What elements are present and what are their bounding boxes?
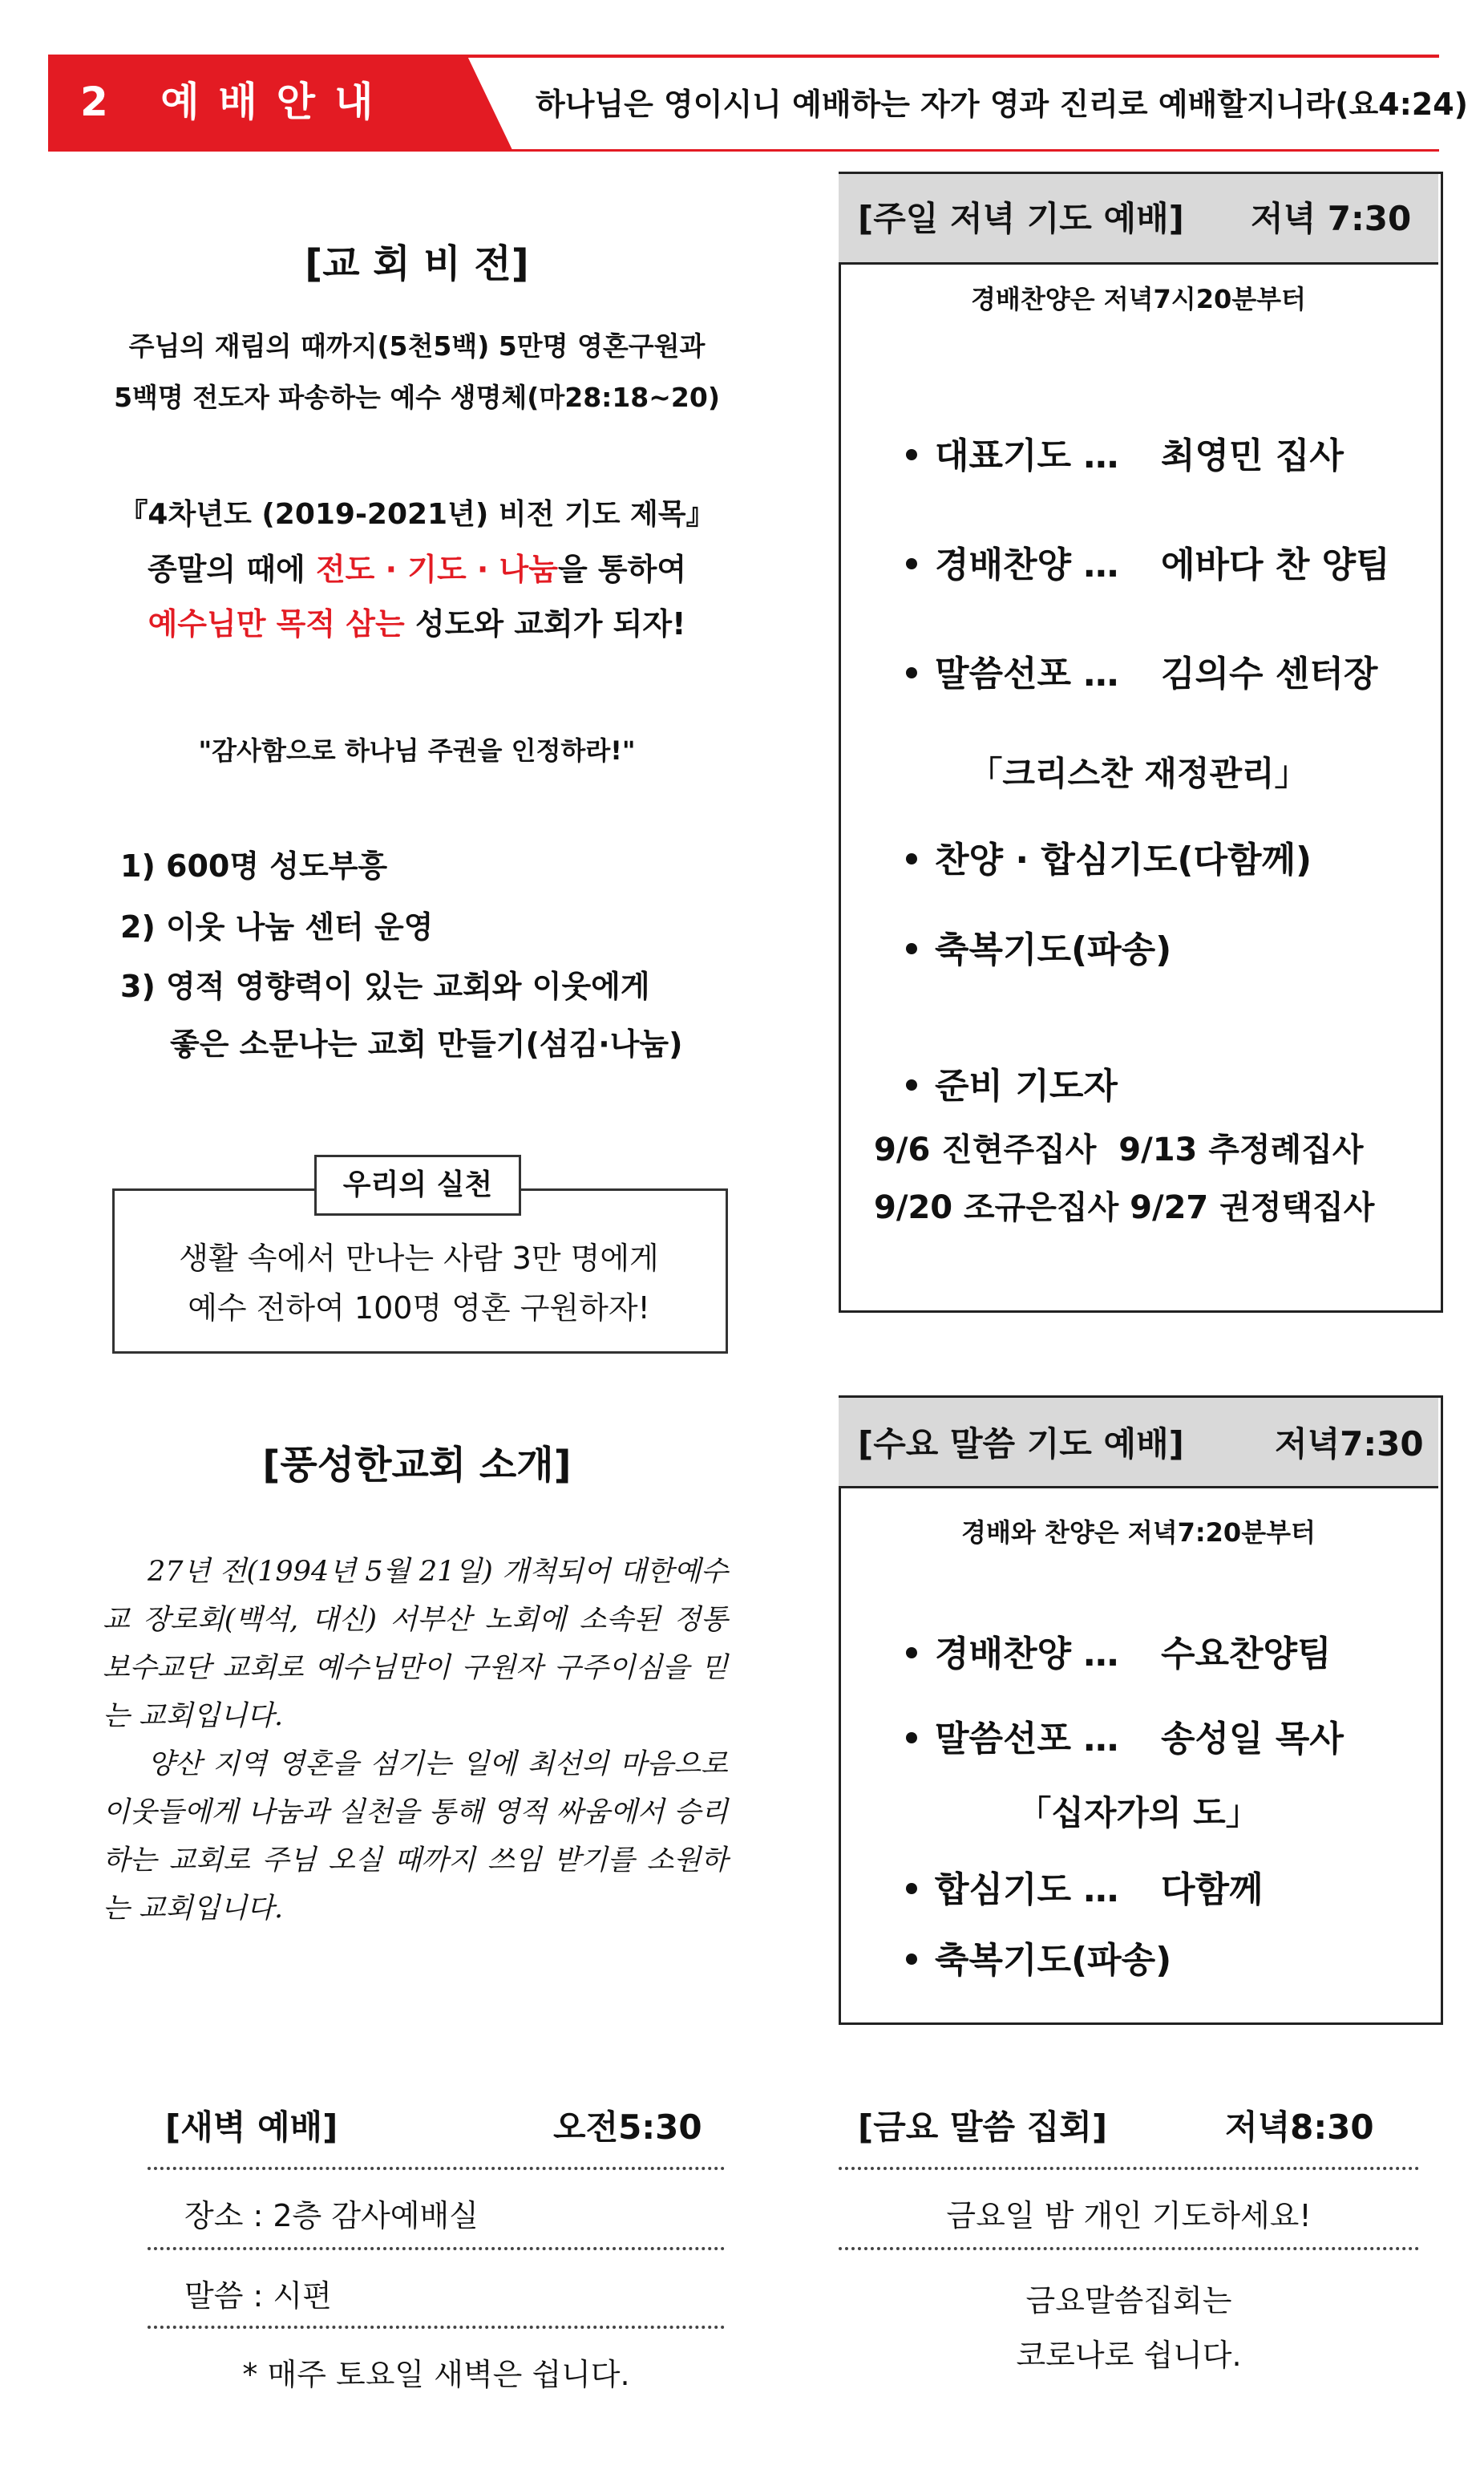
bullet-icon: [906, 853, 917, 864]
bullet-icon: [906, 943, 917, 954]
sunday-prep-line: 9/20 조규은집사 9/27 권정택집사: [874, 1189, 1375, 1226]
wednesday-note: 경배와 찬양은 저녁7:20분부터: [961, 1517, 1316, 1548]
vision-line-3-post: 을 통하여: [557, 552, 687, 587]
bullet-icon: [906, 1079, 917, 1091]
sunday-extra: [906, 921, 1171, 972]
intro-paragraph-1: 27년 전(1994년 5월 21일) 개척되어 대한예수교 장로회(백석, 대신) 서부산 노회에 소속된 정통 보수교단 교회로 예수님만이 구원자 구주이심을 믿는 교회입니다.: [103, 1556, 728, 1732]
sunday-note: 경배찬양은 저녁7시20분부터: [971, 284, 1306, 314]
sunday-sermon-title: 「크리스찬 재정관리」: [968, 754, 1308, 793]
sunday-item-name: 김의수 센터장: [1161, 654, 1378, 694]
sunday-item-role: 경배찬양 …: [935, 545, 1119, 585]
dawn-service-time: 오전5:30: [553, 2107, 702, 2147]
dawn-word: 말씀 : 시편: [184, 2278, 332, 2314]
practice-line-1: 생활 속에서 만나는 사람 3만 명에게: [179, 1241, 659, 1276]
friday-line-1: 금요일 밤 개인 기도하세요!: [946, 2198, 1312, 2233]
intro-body: [103, 1548, 728, 1933]
wednesday-item: [906, 1710, 1118, 1761]
wednesday-item-name: 다함께: [1161, 1869, 1264, 1910]
wednesday-extra: [906, 1931, 1171, 1982]
bullet-icon: [906, 1954, 917, 1965]
dawn-service-title: [새벽 예배]: [165, 2107, 338, 2147]
vision-line-4-highlight: 예수님만 목적 삼는: [148, 606, 405, 642]
bullet-icon: [906, 1647, 917, 1658]
friday-service-time: 저녁8:30: [1225, 2107, 1374, 2147]
sunday-item-name: 에바다 찬 양팀: [1161, 545, 1390, 585]
vision-line-3-pre: 종말의 때에: [147, 552, 316, 587]
dotted-divider: [839, 2247, 1419, 2250]
intro-paragraph-2: 양산 지역 영혼을 섬기는 일에 최선의 마음으로 이웃들에게 나눔과 실천을 통해 영적 싸움에서 승리하는 교회로 주님 오실 때까지 쓰임 받기를 소원하는 교회입니다.: [103, 1748, 728, 1925]
vision-quote: "감사함으로 하나님 주권을 인정하라!": [198, 735, 636, 766]
wednesday-item-role: 경배찬양 …: [935, 1634, 1119, 1674]
sunday-extra-text: 축복기도(파송): [935, 929, 1172, 970]
sunday-service-title: [주일 저녁 기도 예배]: [858, 199, 1184, 238]
dotted-divider: [148, 2167, 725, 2170]
friday-line-3: 코로나로 쉽니다.: [1016, 2338, 1242, 2373]
header-verse: 하나님은 영이시니 예배하는 자가 영과 진리로 예배할지니라(요4:24): [536, 87, 1469, 122]
vision-line-2: 5백명 전도자 파송하는 예수 생명체(마28:18~20): [114, 382, 720, 413]
vision-line-4-post: 성도와 교회가 되자!: [404, 606, 686, 642]
dawn-note: * 매주 토요일 새벽은 쉽니다.: [242, 2357, 630, 2392]
wednesday-item: [906, 1860, 1118, 1912]
goal-item: 2) 이웃 나눔 센터 운영: [120, 909, 434, 945]
intro-title: [풍성한교회 소개]: [262, 1443, 572, 1488]
wednesday-service-time: 저녁7:30: [1275, 1424, 1424, 1464]
wednesday-item-name: 수요찬양팀: [1161, 1634, 1332, 1674]
sunday-prep-title-text: 준비 기도자: [935, 1066, 1118, 1107]
wednesday-extra-text: 축복기도(파송): [935, 1940, 1172, 1981]
page-label: 2 예배안내: [80, 79, 393, 125]
goal-item: 3) 영적 영향력이 있는 교회와 이웃에게: [120, 969, 650, 1004]
bullet-icon: [906, 667, 917, 678]
sunday-extra: [906, 831, 1312, 882]
dawn-place: 장소 : 2층 감사예배실: [184, 2198, 479, 2233]
friday-line-2: 금요말씀집회는: [1025, 2283, 1232, 2318]
practice-text: [116, 1233, 722, 1333]
sunday-item: [906, 536, 1118, 587]
goal-item: 좋은 소문나는 교회 만들기(섬김·나눔): [170, 1026, 683, 1062]
vision-line-4: [96, 598, 738, 650]
practice-line-2: 예수 전하여 100명 영혼 구원하자!: [188, 1290, 650, 1326]
vision-line-3-highlight: 전도 · 기도 · 나눔: [315, 552, 558, 587]
sunday-item-name: 최영민 집사: [1161, 435, 1344, 476]
sunday-prep-line: 9/6 진현주집사 9/13 추정례집사: [874, 1132, 1364, 1168]
wednesday-sermon-title: 「십자가의 도」: [1017, 1793, 1260, 1832]
practice-label: 우리의 실천: [314, 1155, 521, 1216]
vision-title: [교 회 비 전]: [305, 241, 529, 286]
sunday-extra-text: 찬양 · 합심기도(다함께): [935, 840, 1312, 881]
wednesday-item-name: 송성일 목사: [1161, 1719, 1344, 1759]
sunday-service-time: 저녁 7:30: [1251, 199, 1412, 238]
header-bottom-rule: [465, 149, 1439, 152]
wednesday-item-role: 말씀선포 …: [935, 1719, 1119, 1759]
vision-line-1: 주님의 재림의 때까지(5천5백) 5만명 영혼구원과: [128, 330, 706, 362]
sunday-item-role: 대표기도 …: [935, 435, 1119, 476]
bullet-icon: [906, 1732, 917, 1743]
sunday-item: [906, 645, 1118, 696]
friday-service-title: [금요 말씀 집회]: [858, 2107, 1108, 2147]
wednesday-service-title: [수요 말씀 기도 예배]: [858, 1424, 1184, 1464]
bullet-icon: [906, 1883, 917, 1894]
vision-line-3: [96, 544, 738, 595]
goal-item: 1) 600명 성도부흥: [120, 848, 388, 884]
dotted-divider: [148, 2247, 725, 2250]
dotted-divider: [148, 2326, 725, 2329]
bullet-icon: [906, 449, 917, 460]
sunday-item-role: 말씀선포 …: [935, 654, 1119, 694]
vision-prayer-title: 『4차년도 (2019-2021년) 비전 기도 제목』: [119, 498, 715, 531]
wednesday-item-role: 합심기도 …: [935, 1869, 1119, 1910]
dotted-divider: [839, 2167, 1419, 2170]
sunday-prep-title: [906, 1057, 1118, 1108]
wednesday-item: [906, 1625, 1118, 1676]
bullet-icon: [906, 558, 917, 569]
sunday-item: [906, 427, 1118, 478]
